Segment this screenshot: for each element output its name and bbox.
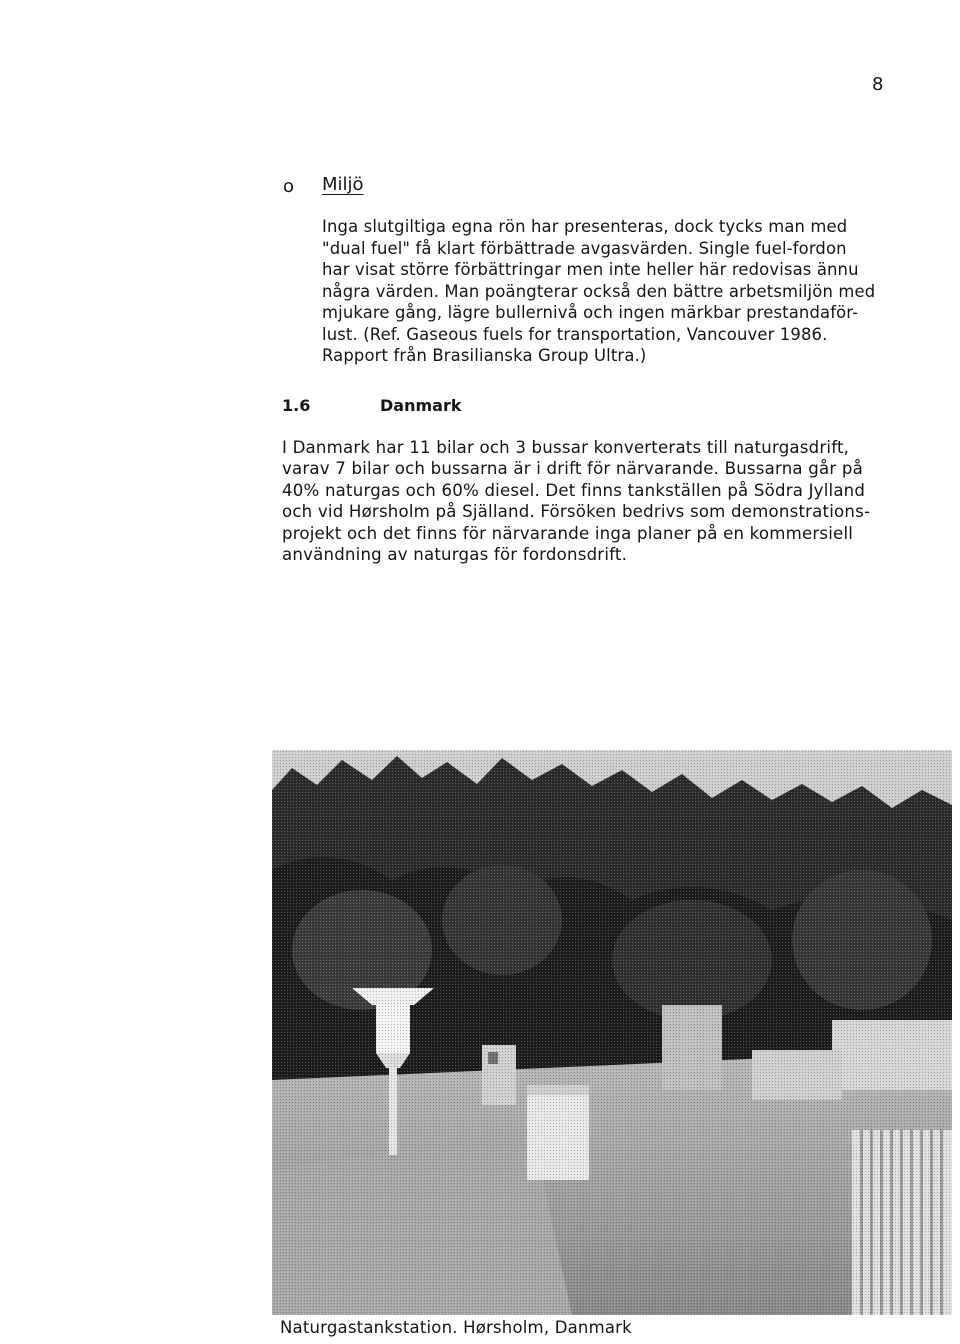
- miljo-paragraph: [322, 216, 875, 367]
- paragraph-line: har visat större förbättringar men inte heller här redovisas ännu: [322, 260, 859, 279]
- paragraph-line: I Danmark har 11 bilar och 3 bussar konverterats till naturgasdrift,: [282, 438, 850, 457]
- paragraph-line: och vid Hørsholm på Själland. Försöken bedrivs som demonstrations-: [282, 502, 871, 522]
- paragraph-line: 40% naturgas och 60% diesel. Det finns tankställen på Södra Jylland: [282, 480, 866, 500]
- photo-caption: Naturgastankstation. Hørsholm, Danmark: [280, 1318, 632, 1337]
- paragraph-line: varav 7 bilar och bussarna är i drift för närvarande. Bussarna går på: [282, 459, 863, 479]
- paragraph-line: användning av naturgas för fordonsdrift.: [282, 545, 628, 565]
- station-photo: [272, 750, 952, 1315]
- paragraph-line: Rapport från Brasilianska Group Ultra.): [322, 346, 647, 365]
- paragraph-line: projekt och det finns för närvarande inga planer på en kommersiell: [282, 523, 854, 543]
- chapter-title-danmark: Danmark: [380, 396, 462, 415]
- section-bullet: o: [283, 176, 295, 197]
- paragraph-line: Inga slutgiltiga egna rön har presenteras, dock tycks man med: [322, 217, 848, 236]
- section-heading-miljo: Miljö: [322, 174, 364, 195]
- chapter-number: 1.6: [282, 396, 311, 415]
- page-number: 8: [872, 74, 884, 95]
- paragraph-line: lust. (Ref. Gaseous fuels for transportation, Vancouver 1986.: [322, 324, 828, 344]
- paragraph-line: mjukare gång, lägre bullernivå och ingen märkbar prestandaför-: [322, 303, 859, 322]
- danmark-paragraph: [282, 437, 870, 565]
- paragraph-line: några värden. Man poängterar också den bättre arbetsmiljön med: [322, 281, 876, 301]
- paragraph-line: "dual fuel" få klart förbättrade avgasvärden. Single fuel-fordon: [322, 238, 847, 258]
